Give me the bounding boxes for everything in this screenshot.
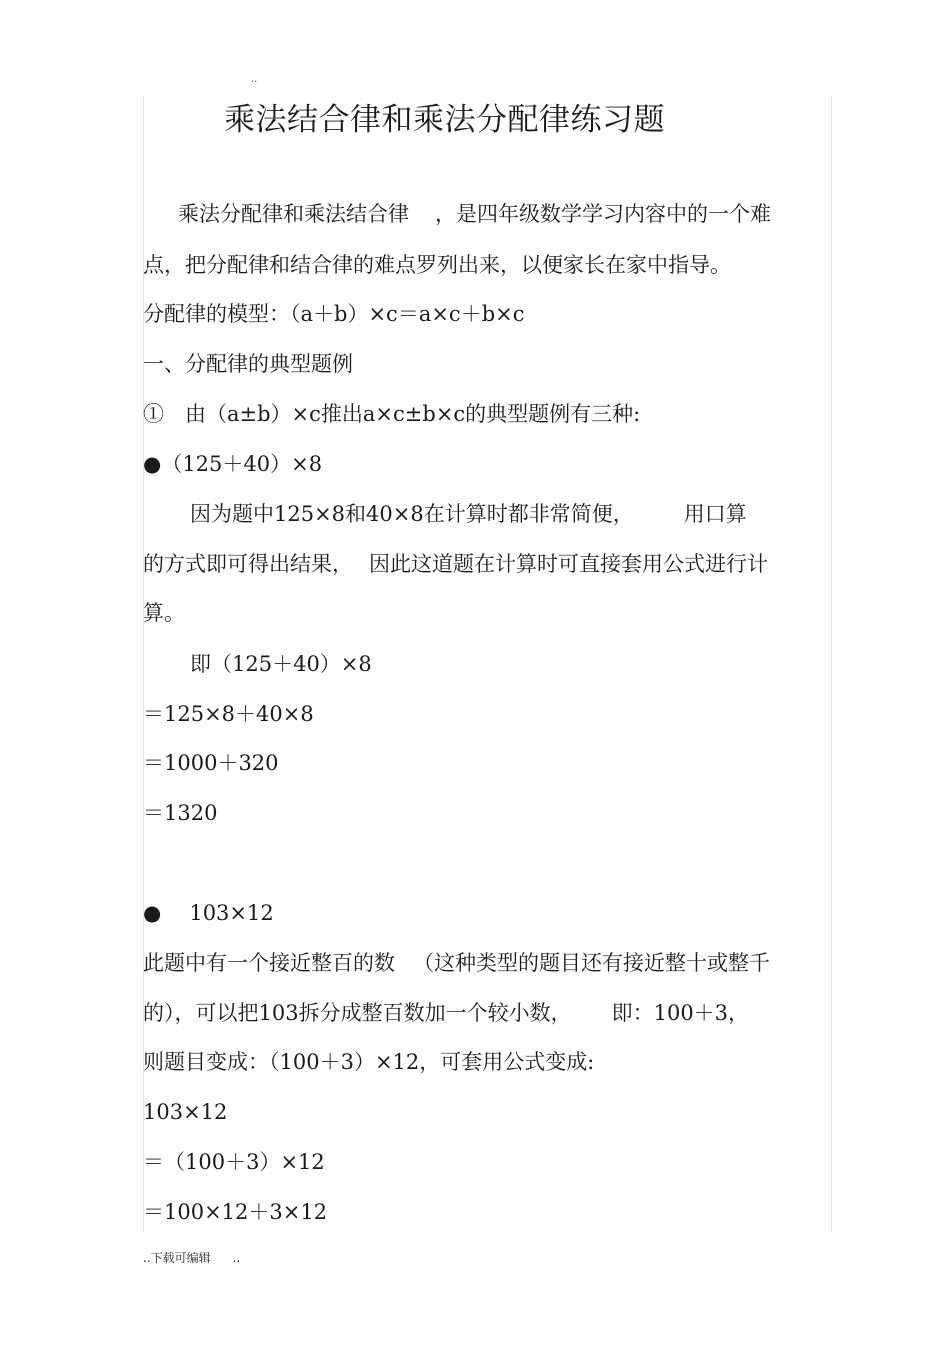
example2-explain-line-2 xyxy=(143,998,749,1028)
example2-explain-c: 的），可以把103拆分成整百数加一个较小数， xyxy=(143,1001,572,1025)
example2-problem: 103×12 xyxy=(189,901,274,925)
example1-explain-c: 的方式即可得出结果， xyxy=(143,552,353,576)
example1-step-1: ＝125×8＋40×8 xyxy=(143,702,314,726)
footer-left: ..下载可编辑 xyxy=(143,1251,211,1265)
intro-line-1 xyxy=(178,199,771,229)
example2-problem-line xyxy=(143,898,274,928)
example2-explain-line-1 xyxy=(143,948,770,978)
example1-step-0: 即（125＋40）×8 xyxy=(190,652,372,676)
example2-step-2: ＝100×12＋3×12 xyxy=(143,1200,328,1224)
section-item-1: ① 由（a±b）×c推出a×c±b×c的典型题例有三种: xyxy=(143,402,641,426)
document-title: 乘法结合律和乘法分配律练习题 xyxy=(224,102,665,138)
section-heading: 一、分配律的典型题例 xyxy=(143,352,353,376)
example1-step-3: ＝1320 xyxy=(143,801,218,825)
example1-explain-line-2 xyxy=(143,549,768,579)
example2-step-0: 103×12 xyxy=(143,1100,228,1124)
example2-explain-d: 即：100＋3， xyxy=(611,1001,750,1025)
example2-explain-b: （这种类型的题目还有接近整十或整千 xyxy=(413,951,770,975)
distributive-model: 分配律的模型：（a＋b）×c＝a×c＋b×c xyxy=(143,302,525,326)
example1-explain-a: 因为题中125×8和40×8在计算时都非常简便， xyxy=(190,502,634,526)
example1-explain-b: 用口算 xyxy=(683,502,747,526)
intro-line-1b: ，是四年级数学学习内容中的一个难 xyxy=(435,202,771,226)
example2-step-1: ＝（100＋3）×12 xyxy=(143,1150,325,1174)
example2-bullet: ● xyxy=(143,901,162,925)
example1-step-2: ＝1000＋320 xyxy=(143,751,279,775)
intro-line-1a: 乘法分配律和乘法结合律 xyxy=(178,202,409,226)
example1-problem: ●（125＋40）×8 xyxy=(143,452,323,476)
right-margin-line xyxy=(831,95,832,1233)
header-mark: .. xyxy=(251,74,258,85)
example2-explain-a: 此题中有一个接近整百的数 xyxy=(143,951,395,975)
example1-explain-d: 因此这道题在计算时可直接套用公式进行计 xyxy=(369,552,768,576)
example1-explain-line-3: 算。 xyxy=(143,601,185,625)
footer-right: .. xyxy=(232,1251,241,1265)
example1-explain-line-1 xyxy=(190,499,747,529)
footer xyxy=(143,1249,240,1266)
example2-explain-line-3: 则题目变成：（100＋3）×12，可套用公式变成: xyxy=(143,1050,595,1074)
intro-line-2: 点，把分配律和结合律的难点罗列出来，以便家长在家中指导。 xyxy=(143,253,731,277)
